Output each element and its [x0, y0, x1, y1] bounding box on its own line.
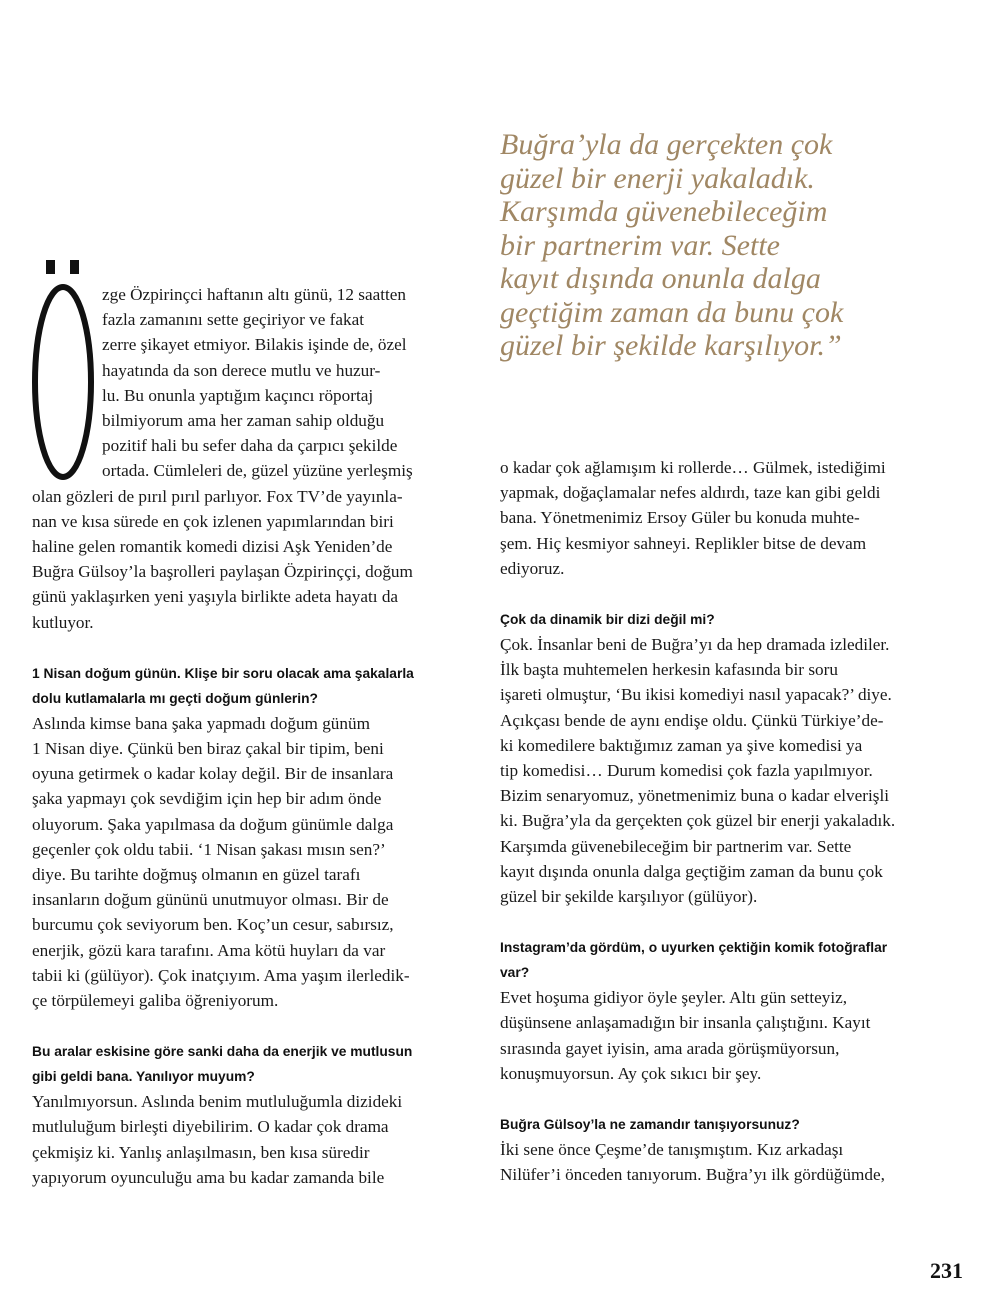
question-line: gibi geldi bana. Yanılıyor muyum?: [32, 1069, 255, 1085]
answer-4: [500, 985, 942, 1086]
body-line: işareti olmuştur, ‘Bu ikisi komediyi nasıl yapacak?’ diye.: [500, 685, 892, 705]
body-line: tip komedisi… Durum komedisi çok fazla yapılmıyor.: [500, 761, 873, 781]
body-line: kutluyor.: [32, 612, 94, 632]
body-line: fazla zamanını sette geçiriyor ve fakat: [102, 310, 364, 330]
body-line: ortada. Cümleleri de, güzel yüzüne yerleşmiş: [102, 461, 413, 481]
body-line: günü yaklaşırken yeni yaşıyla birlikte adeta hayatı da: [32, 587, 399, 607]
body-line: olan gözleri de pırıl pırıl parlıyor. Fox TV’de yayınla-: [32, 486, 403, 506]
body-line: kayıt dışında onunla dalga geçtiğim zaman da bunu çok: [500, 861, 883, 881]
intro-lead: [32, 282, 460, 484]
body-line: oyuna getirmek o kadar kolay değil. Bir de insanlara: [32, 764, 394, 784]
body-line: yapmak, doğaçlamalar nefes aldırdı, taze kan gibi geldi: [500, 483, 881, 503]
right-column: [500, 455, 942, 1187]
body-line: Yanılmıyorsun. Aslında benim mutluluğumla dizideki: [32, 1092, 403, 1112]
question-line: Çok da dinamik bir dizi değil mi?: [500, 612, 715, 628]
page-number: 231: [930, 1258, 963, 1283]
body-line: enerjik, gözü kara tarafını. Ama kötü huyları da var: [32, 940, 386, 960]
question-line: Buğra Gülsoy’la ne zamandır tanışıyorsunuz?: [500, 1117, 800, 1133]
body-line: 1 Nisan diye. Çünkü ben biraz çakal bir tipim, beni: [32, 739, 384, 759]
body-line: o kadar çok ağlamışım ki rollerde… Gülmek, istediğimi: [500, 458, 886, 477]
answer-1: [32, 711, 460, 1013]
question-2: [32, 1039, 460, 1089]
body-line: Bizim senaryomuz, yönetmenimiz buna o kadar elverişli: [500, 786, 889, 806]
body-line: bilmiyorum ama her zaman sahip olduğu: [102, 411, 385, 431]
question-line: var?: [500, 965, 530, 981]
body-line: zge Özpirinçci haftanın altı günü, 12 saatten: [102, 285, 407, 304]
body-line: konuşmuyorsun. Ay çok sıkıcı bir şey.: [500, 1063, 762, 1083]
question-3: [500, 607, 942, 632]
question-5: [500, 1112, 942, 1137]
pull-quote-line: bir partnerim var. Sette: [500, 228, 780, 262]
body-line: Evet hoşuma gidiyor öyle şeyler. Altı gün setteyiz,: [500, 988, 848, 1008]
body-line: İki sene önce Çeşme’de tanışmıştım. Kız arkadaşı: [500, 1140, 844, 1160]
question-line: dolu kutlamalarla mı geçti doğum günlerin?: [32, 690, 318, 706]
body-line: çe törpülemeyi galiba öğreniyorum.: [32, 991, 279, 1011]
body-line: haline gelen romantik komedi dizisi Aşk Yeniden’de: [32, 537, 393, 557]
body-line: Aslında kimse bana şaka yapmadı doğum günüm: [32, 713, 370, 733]
body-line: Nilüfer’i önceden tanıyorum. Buğra’yı ilk gördüğümde,: [500, 1165, 885, 1185]
pull-quote-line: kayıt dışında onunla dalga: [500, 262, 821, 295]
body-line: nan ve kısa sürede en çok izlenen yapımlarından biri: [32, 511, 394, 531]
body-line: ediyoruz.: [500, 558, 565, 578]
body-line: zerre şikayet etmiyor. Bilakis işinde de, özel: [102, 335, 407, 355]
left-column: [32, 250, 460, 1190]
answer-2: [32, 1089, 460, 1190]
pull-quote-line: Karşımda güvenebileceğim: [500, 195, 828, 228]
body-line: yapıyorum oyunculuğu ama bu kadar zamanda bile: [32, 1167, 385, 1187]
body-line: hayatında da son derece mutlu ve huzur-: [102, 360, 381, 380]
question-line: 1 Nisan doğum günün. Klişe bir soru olacak ama şakalarla: [32, 665, 414, 681]
body-line: diye. Bu tarihte doğmuş olmanın en güzel tarafı: [32, 865, 361, 885]
answer-2-continued: [500, 455, 942, 581]
question-1: [32, 661, 460, 711]
body-line: burcumu çok seviyorum ben. Koç’un cesur, sabırsız,: [32, 915, 394, 935]
body-line: tabii ki (gülüyor). Çok inatçıyım. Ama yaşım ilerledik-: [32, 965, 410, 985]
body-line: sırasında gayet iyisin, ama arada görüşmüyorsun,: [500, 1038, 840, 1058]
body-line: ki komedilere baktığımız zaman ya şive komedisi ya: [500, 735, 863, 755]
body-line: düşünsene anlaşamadığın bir insanla çalıştığını. Kayıt: [500, 1013, 871, 1033]
body-line: mutluluğum birleşti diyebilirim. O kadar çok drama: [32, 1117, 389, 1137]
question-4: [500, 935, 942, 985]
body-line: İlk başta muhtemelen herkesin kafasında bir soru: [500, 660, 838, 680]
body-line: insanların doğum gününü unutmuyor olması. Bir de: [32, 890, 389, 910]
answer-3: [500, 632, 942, 909]
body-line: Buğra Gülsoy’la başrolleri paylaşan Özpirinççi, doğum: [32, 562, 413, 582]
body-line: çekmişiz ki. Yanlış anlaşılmasın, ben kısa süredir: [32, 1142, 370, 1162]
question-line: Bu aralar eskisine göre sanki daha da enerjik ve mutlusun: [32, 1044, 413, 1060]
body-line: Açıkçası bende de aynı endişe oldu. Çünkü Türkiye’de-: [500, 710, 884, 730]
pull-quote-line: güzel bir şekilde karşılıyor.”: [500, 329, 842, 362]
pull-quote-line: Buğra’yla da gerçekten çok: [500, 128, 833, 161]
intro-rest: [32, 484, 460, 635]
pull-quote-line: geçtiğim zaman da bunu çok: [500, 295, 844, 329]
answer-5: [500, 1137, 942, 1187]
dropcap-letter: Ö: [30, 254, 31, 255]
body-line: bana. Yönetmenimiz Ersoy Güler bu konuda muhte-: [500, 508, 860, 528]
pull-quote: [500, 128, 940, 363]
body-line: şaka yapmayı çok sevdiğim için hep bir adım önde: [32, 789, 382, 809]
question-line: Instagram’da gördüm, o uyurken çektiğin komik fotoğraflar: [500, 940, 888, 956]
body-line: Çok. İnsanlar beni de Buğra’yı da hep dramada izlediler.: [500, 635, 890, 655]
pull-quote-line: güzel bir enerji yakaladık.: [500, 161, 815, 195]
body-line: geçenler çok oldu tabii. ‘1 Nisan şakası mısın sen?’: [32, 839, 386, 859]
body-line: lu. Bu onunla yaptığım kaçıncı röportaj: [102, 385, 374, 405]
body-line: güzel bir şekilde karşılıyor (gülüyor).: [500, 887, 758, 907]
body-line: ki. Buğra’yla da gerçekten çok güzel bir enerji yakaladık.: [500, 811, 896, 831]
body-line: pozitif hali bu sefer daha da çarpıcı şekilde: [102, 436, 398, 456]
body-line: Karşımda güvenebileceğim bir partnerim var. Sette: [500, 836, 852, 856]
body-line: oluyorum. Şaka yapılmasa da doğum günümle dalga: [32, 814, 394, 834]
body-line: şem. Hiç kesmiyor sahneyi. Replikler bitse de devam: [500, 533, 867, 553]
